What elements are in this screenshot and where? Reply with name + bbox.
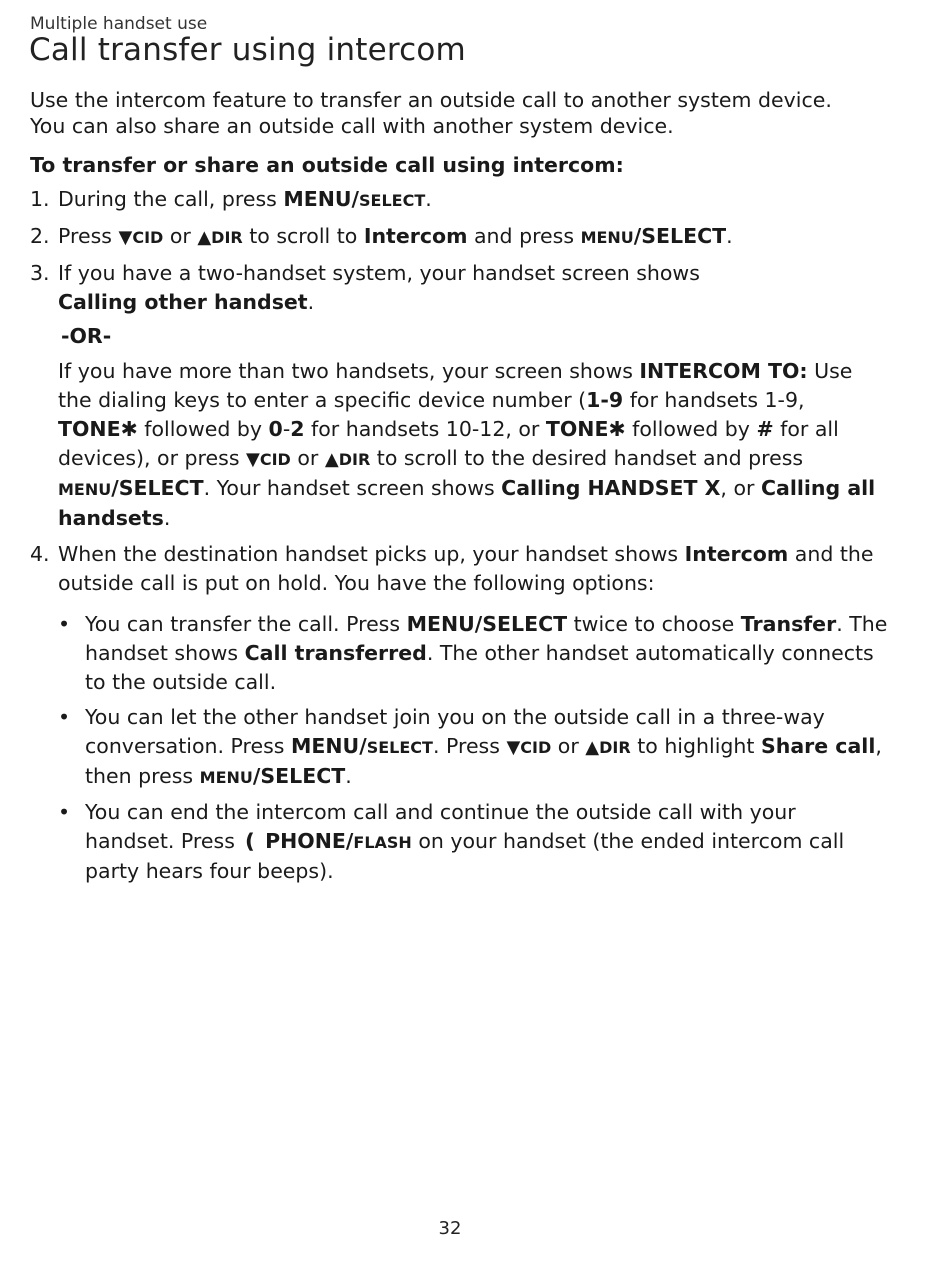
option-text: You can end the intercom call and continue the outside call with your handset. Press xyxy=(85,800,796,853)
step-text: for all devices), or press xyxy=(58,417,839,470)
step-text: . xyxy=(425,187,432,211)
key-cid: CID xyxy=(520,738,552,757)
key-cid: CID xyxy=(132,228,164,247)
key-menu-select: MENU/SELECT xyxy=(406,612,568,636)
screen-text: Calling HANDSET X xyxy=(501,476,721,500)
step-text: to scroll to the desired handset and press xyxy=(370,446,804,470)
step-text: During the call, press xyxy=(58,187,284,211)
screen-text: Intercom xyxy=(684,542,789,566)
step-text: for handsets 10-12, or xyxy=(304,417,546,441)
key-dir: DIR xyxy=(338,450,371,469)
option-text: or xyxy=(551,734,586,758)
step-text: If you have more than two handsets, your screen shows xyxy=(58,359,640,383)
key-dir: DIR xyxy=(211,228,243,247)
key-menu: MENU xyxy=(58,480,112,499)
page-title: Call transfer using intercom xyxy=(29,32,466,68)
key-select: /SELECT xyxy=(633,224,727,248)
option-text: to highlight xyxy=(630,734,761,758)
step-2 xyxy=(30,222,890,252)
up-arrow-icon: ▲ xyxy=(324,449,339,470)
step-text: for handsets 1-9, xyxy=(623,388,805,412)
key-tone: TONE xyxy=(545,417,609,441)
step-text: . xyxy=(726,224,733,248)
step-1 xyxy=(30,185,890,215)
step-text: If you have a two-handset system, your handset screen shows xyxy=(58,261,700,285)
key-menu: MENU xyxy=(580,228,634,247)
step-text: or xyxy=(290,446,325,470)
section-label: Multiple handset use xyxy=(30,14,208,34)
key-flash: FLASH xyxy=(353,833,412,852)
step-text: or xyxy=(163,224,198,248)
screen-text: Transfer xyxy=(740,612,837,636)
up-arrow-icon: ▲ xyxy=(585,737,600,758)
options-list xyxy=(58,610,890,886)
option-text: twice to choose xyxy=(567,612,741,636)
step-text: When the destination handset picks up, your handset shows xyxy=(58,542,685,566)
key-range: 1-9 xyxy=(586,388,624,412)
key-pound: # xyxy=(756,417,774,441)
steps-list xyxy=(30,185,890,886)
step-text: to scroll to xyxy=(242,224,364,248)
screen-text: Share call xyxy=(760,734,876,758)
key-dir: DIR xyxy=(599,738,631,757)
step-text: Press xyxy=(58,224,119,248)
up-arrow-icon: ▲ xyxy=(197,227,212,248)
key-select: /SELECT xyxy=(252,764,346,788)
phone-icon: ❪ xyxy=(241,829,259,853)
page-number: 32 xyxy=(438,1218,462,1239)
step-text: followed by xyxy=(137,417,269,441)
down-arrow-icon: ▼ xyxy=(118,227,133,248)
option-text: on your handset (the ended intercom call party hears four beeps). xyxy=(85,829,845,883)
key-select: SELECT xyxy=(359,191,426,210)
step-text: . xyxy=(307,290,315,314)
screen-text: Intercom xyxy=(363,224,468,248)
down-arrow-icon: ▼ xyxy=(506,737,521,758)
key-phone: PHONE/ xyxy=(265,829,354,853)
key-select: SELECT xyxy=(366,738,433,757)
step-number: 3. xyxy=(30,261,50,285)
key-cid: CID xyxy=(259,450,291,469)
intro-line-2: You can also share an outside call with another system device. xyxy=(30,113,674,138)
main-content xyxy=(30,88,890,893)
key-menu: MENU xyxy=(199,768,253,787)
down-arrow-icon: ▼ xyxy=(246,449,260,470)
screen-text: Calling other handset xyxy=(58,290,308,314)
key-select: /SELECT xyxy=(111,476,204,500)
screen-text: Call transferred xyxy=(244,641,427,665)
step-number: 4. xyxy=(30,542,50,566)
option-text: . Press xyxy=(432,734,507,758)
bullet: • xyxy=(58,705,71,729)
or-separator: -OR- xyxy=(61,324,112,348)
star-icon: ✱ xyxy=(608,417,626,441)
step-number: 1. xyxy=(30,187,50,211)
option-text: You can let the other handset join you on the outside call in a three-way conversation. Press xyxy=(85,705,825,758)
step-text: . Your handset screen shows xyxy=(203,476,502,500)
step-text: . xyxy=(163,506,171,530)
option-text: . The other handset automatically connects to the outside call. xyxy=(85,641,874,694)
option-share xyxy=(58,703,890,792)
step-3 xyxy=(30,259,890,533)
bullet: • xyxy=(58,612,71,636)
option-end-intercom xyxy=(58,798,890,886)
option-text: You can transfer the call. Press xyxy=(85,612,407,636)
screen-text: INTERCOM TO: xyxy=(639,359,808,383)
step-4 xyxy=(30,540,890,886)
step-text: and the outside call is put on hold. You have the following options: xyxy=(58,542,874,595)
screen-text: Calling all handsets xyxy=(58,476,876,530)
option-transfer xyxy=(58,610,890,697)
key-menu: MENU/ xyxy=(283,187,360,211)
bullet: • xyxy=(58,800,71,824)
intro-paragraph xyxy=(30,88,890,139)
key-menu: MENU/ xyxy=(291,734,367,758)
star-icon: ✱ xyxy=(120,417,138,441)
step-text: Use the dialing keys to enter a specific device number ( xyxy=(58,359,853,412)
key-2: 2 xyxy=(290,417,305,441)
option-text: . The handset shows xyxy=(85,612,888,665)
instructions-heading: To transfer or share an outside call using intercom: xyxy=(30,153,624,177)
step-text: and press xyxy=(467,224,581,248)
option-text: , then press xyxy=(85,734,882,788)
step-text: - xyxy=(282,417,291,441)
step-number: 2. xyxy=(30,224,50,248)
step-text: , or xyxy=(720,476,761,500)
step-text: followed by xyxy=(625,417,757,441)
key-0: 0 xyxy=(268,417,283,441)
key-tone: TONE xyxy=(58,417,121,441)
option-text: . xyxy=(345,764,352,788)
intro-line-1: Use the intercom feature to transfer an outside call to another system device. xyxy=(30,88,832,112)
